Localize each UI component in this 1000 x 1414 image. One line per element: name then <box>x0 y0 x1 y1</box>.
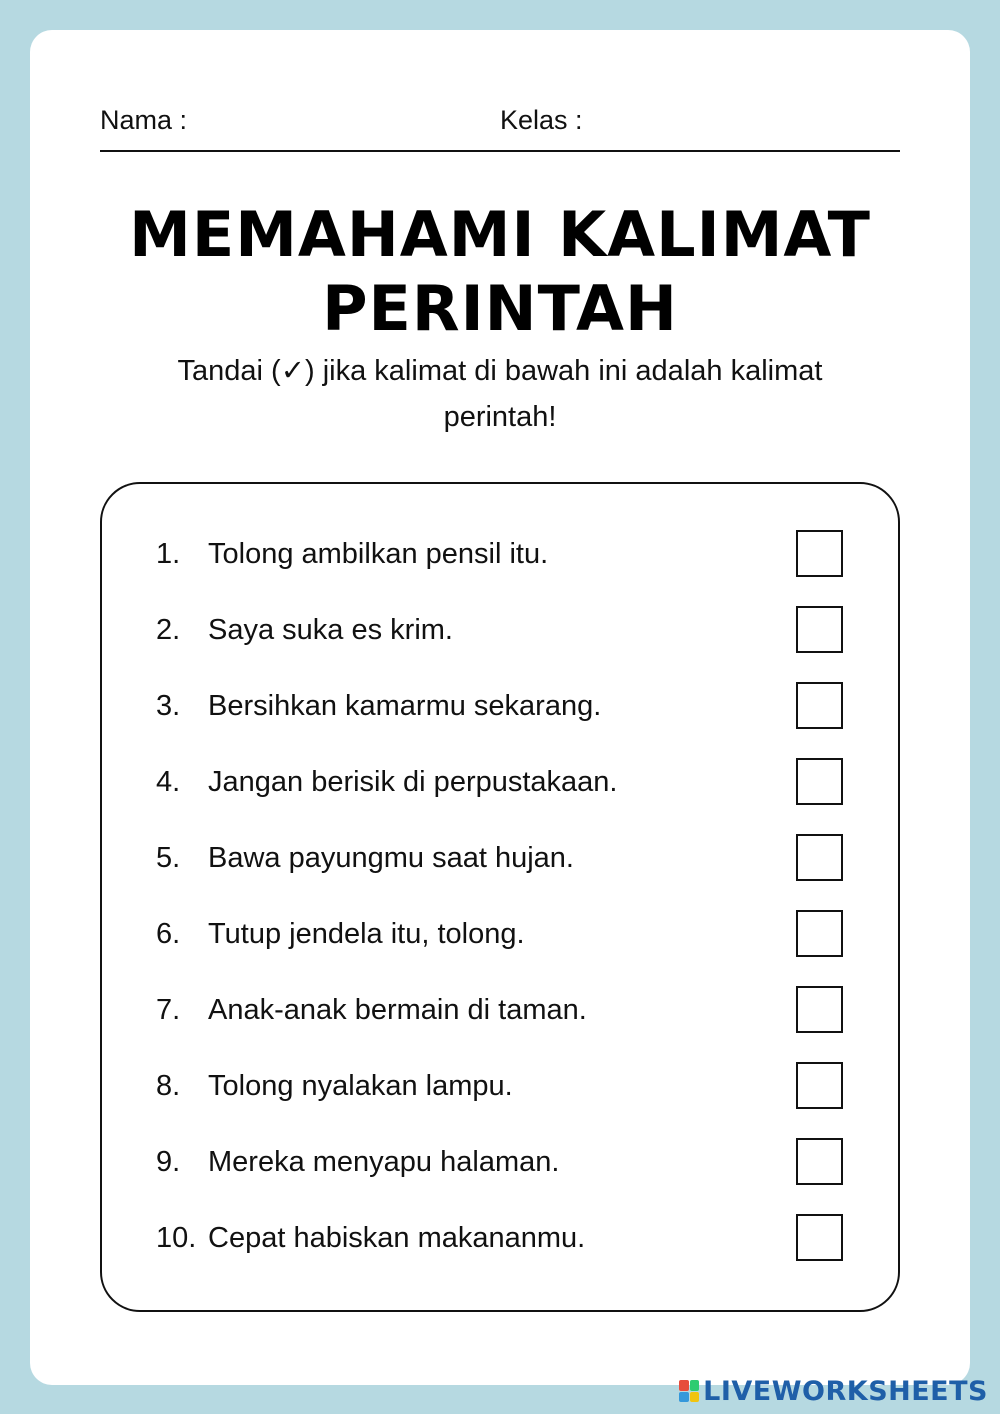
item-sentence: Tolong ambilkan pensil itu. <box>208 538 549 570</box>
item-number: 1. <box>156 538 181 570</box>
item-number: 6. <box>156 918 181 950</box>
worksheet-title <box>30 198 970 346</box>
item-checkbox[interactable] <box>796 986 843 1033</box>
list-item <box>156 1138 846 1186</box>
item-number: 9. <box>156 1146 181 1178</box>
item-checkbox[interactable] <box>796 758 843 805</box>
item-sentence: Tolong nyalakan lampu. <box>208 1070 513 1102</box>
item-checkbox[interactable] <box>796 530 843 577</box>
item-number: 8. <box>156 1070 181 1102</box>
item-checkbox[interactable] <box>796 834 843 881</box>
kelas-label: Kelas : <box>500 105 583 135</box>
list-item <box>156 606 846 654</box>
item-number: 10. <box>156 1222 197 1254</box>
item-number: 5. <box>156 842 181 874</box>
item-checkbox[interactable] <box>796 1062 843 1109</box>
item-sentence: Jangan berisik di perpustakaan. <box>208 766 618 798</box>
item-checkbox[interactable] <box>796 682 843 729</box>
list-item <box>156 1214 846 1262</box>
list-item <box>156 834 846 882</box>
list-item <box>156 1062 846 1110</box>
item-number: 7. <box>156 994 181 1026</box>
title-line-1: MEMAHAMI KALIMAT <box>129 198 871 271</box>
item-sentence: Bawa payungmu saat hujan. <box>208 842 574 874</box>
instruction-line-1: Tandai (✓) jika kalimat di bawah ini adalah kalimat <box>177 355 823 387</box>
item-number: 4. <box>156 766 181 798</box>
item-sentence: Mereka menyapu halaman. <box>208 1146 560 1178</box>
item-sentence: Bersihkan kamarmu sekarang. <box>208 690 602 722</box>
instruction-line-2: perintah! <box>443 401 557 433</box>
item-sentence: Anak-anak bermain di taman. <box>208 994 587 1026</box>
item-sentence: Saya suka es krim. <box>208 614 453 646</box>
item-number: 3. <box>156 690 181 722</box>
liveworksheets-branding[interactable] <box>679 1374 988 1408</box>
student-info-row <box>100 104 900 152</box>
list-item <box>156 530 846 578</box>
item-checkbox[interactable] <box>796 606 843 653</box>
item-checkbox[interactable] <box>796 1138 843 1185</box>
list-item <box>156 986 846 1034</box>
worksheet-page <box>30 30 970 1385</box>
list-item <box>156 758 846 806</box>
list-item <box>156 910 846 958</box>
sentence-list <box>100 482 900 1312</box>
list-item <box>156 682 846 730</box>
item-number: 2. <box>156 614 181 646</box>
item-sentence: Cepat habiskan makananmu. <box>208 1222 586 1254</box>
item-sentence: Tutup jendela itu, tolong. <box>208 918 525 950</box>
instruction-text <box>110 348 890 440</box>
item-checkbox[interactable] <box>796 1214 843 1261</box>
nama-label: Nama : <box>100 105 188 135</box>
liveworksheets-logo-icon <box>679 1380 699 1402</box>
brand-name: LIVEWORKSHEETS <box>703 1375 988 1407</box>
item-checkbox[interactable] <box>796 910 843 957</box>
title-line-2: PERINTAH <box>322 272 678 345</box>
